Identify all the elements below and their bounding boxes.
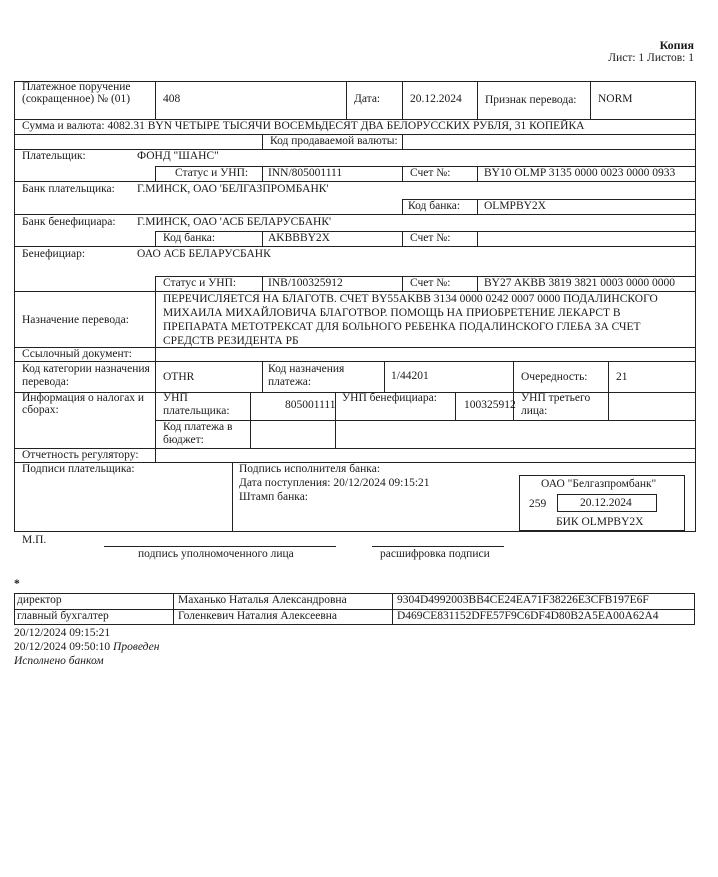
sold-currency-label: Код продаваемой валюты: [270,135,398,147]
payer-account: BY10 OLMP 3135 0000 0023 0000 0933 [484,167,676,179]
divider [155,231,156,246]
signer-hash: 9304D4992003BB4CE24EA71F38226E3CFB197E6F [397,594,649,606]
benef-unp-label: УНП бенефициара: [342,392,437,404]
signature-line [104,546,336,547]
category-code-label: Код категории назначения перевода: [22,363,150,388]
beneficiary-account: BY27 AKBB 3819 3821 0003 0000 0000 [484,277,676,289]
beneficiary-account-label: Счет №: [410,277,451,289]
log-line: 20/12/2024 09:15:21 [14,627,111,639]
divider [402,231,403,246]
payer-unp: 805001111 [285,399,336,411]
order-number: 408 [163,93,181,105]
priority: 21 [616,371,628,383]
divider [262,276,263,291]
stamp-bik: БИК OLMPBY2X [556,516,644,528]
reporting-label: Отчетность регулятору: [22,449,139,461]
beneficiary-status-unp: INB/100325912 [268,277,343,289]
ref-doc-label: Ссылочный документ: [22,348,132,360]
sig-decode-label: расшифровка подписи [380,548,490,560]
benef-unp: 100325912 [464,399,516,411]
divider [262,134,263,149]
log-status: Проведен [113,641,160,653]
signer-role: главный бухгалтер [17,610,109,622]
divider [392,593,393,625]
divider [477,166,478,181]
asterisk: * [14,578,20,590]
beneficiary-bank-label: Банк бенефициара: [22,216,116,228]
beneficiary-bank-code-label: Код банка: [163,232,216,244]
divider [155,361,156,392]
signer-role: директор [17,594,62,606]
payer-bank-label: Банк плательщика: [22,183,115,195]
bank-sig-label: Подпись исполнителя банка: [239,463,381,475]
divider [477,276,478,291]
date-label: Дата: [354,93,381,105]
transfer-sign: NORM [598,93,633,105]
beneficiary-name: ОАО АСБ БЕЛАРУСБАНК [137,248,271,260]
signer-hash: D469CE831152DFE57F9C6DF4D80B2A5EA00A62A4 [397,610,659,622]
beneficiary-bank: Г.МИНСК, ОАО 'АСБ БЕЛАРУСБАНК' [137,216,332,228]
order-date: 20.12.2024 [410,93,462,105]
divider [477,199,478,214]
divider [14,246,696,247]
copy-label: Копия [659,38,694,52]
bank-stamp-label: Штамп банка: [239,491,308,503]
divider [232,462,233,532]
payer-status-unp: INN/805001111 [268,167,343,179]
divider [155,291,156,347]
divider [155,276,156,291]
priority-label: Очередность: [521,371,588,383]
purpose-line: ПЕРЕЧИСЛЯЕТСЯ НА БЛАГОТВ. СЧЕТ BY55AKBB 3134 0000 0242 0007 0000 ПОДАЛИНСКОГО [163,293,658,305]
payer-unp-label: УНП плательщика: [163,392,230,417]
tax-info-label: Информация о налогах и сборах: [22,392,145,416]
divider [14,181,696,182]
beneficiary-status-unp-label: Статус и УНП: [163,277,237,289]
divider [477,81,478,119]
purpose-line: ПРЕПАРАТА МЕТОТРЕКСАТ ДЛЯ БОЛЬНОГО РЕБЕНКА ПОДАЛИНСКОГО ГЛЕБА ЗА СЧЕТ [163,321,641,333]
transfer-sign-label: Признак перевода: [485,94,577,106]
budget-code-label: Код платежа в бюджет: [163,421,233,446]
purpose-code-label: Код назначения платежа: [268,363,345,388]
signer-name: Маханько Наталья Александровна [178,594,347,606]
received-line: Дата поступления: 20/12/2024 09:15:21 [239,477,430,489]
divider [155,81,156,119]
payer-bank-code: OLMPBY2X [484,200,546,212]
divider [14,149,696,150]
stamp-branch: 259 [529,498,547,510]
divider [402,276,403,291]
beneficiary-label: Бенефициар: [22,248,86,260]
divider [155,347,156,361]
divider [14,361,696,362]
divider [346,81,347,119]
divider [402,166,403,181]
purpose-code: 1/44201 [391,370,429,382]
payer-label: Плательщик: [22,150,86,162]
divider [590,81,591,119]
purpose-label: Назначение перевода: [22,314,129,326]
beneficiary-bank-account-label: Счет №: [410,232,451,244]
amount-line: Сумма и валюта: 4082.31 BYN ЧЕТЫРЕ ТЫСЯЧИ ВОСЕМЬДЕСЯТ ДВА БЕЛОРУССКИХ РУБЛЯ, 31 КОПЕЙКА [22,120,585,132]
purpose-line: СРЕДСТВ РЕЗИДЕНТА РБ [163,335,299,347]
divider [262,166,263,181]
executed-label: Исполнено банком [14,655,104,667]
log-line [14,641,159,653]
divider [402,134,403,149]
divider [608,361,609,392]
beneficiary-bank-code: AKBBBY2X [268,232,330,244]
payer-status-unp-label: Статус и УНП: [175,167,249,179]
third-unp-label: УНП третьего лица: [521,392,591,417]
purpose-text [163,292,658,348]
sheet-info: Лист: 1 Листов: 1 [608,52,694,64]
divider [402,199,403,214]
divider [155,448,156,462]
divider [608,392,609,420]
signature-line [372,546,504,547]
signer-name: Голенкевич Наталия Алексеевна [178,610,338,622]
payer-account-label: Счет №: [410,167,451,179]
payer-bank: Г.МИНСК, ОАО 'БЕЛГАЗПРОМБАНК' [137,183,329,195]
divider [155,166,156,181]
log-time: 20/12/2024 09:50:10 [14,641,111,653]
mp-label: М.П. [22,534,47,546]
divider [477,231,478,246]
authorized-sig-label: подпись уполномоченного лица [138,548,294,560]
divider [513,361,514,392]
stamp-bank-name: ОАО "Белгазпромбанк" [541,478,657,490]
payer-name: ФОНД "ШАНС" [137,150,219,162]
stamp-date: 20.12.2024 [580,497,632,509]
payer-signatures-label: Подписи плательщика: [22,463,135,475]
divider [262,231,263,246]
divider [455,392,456,420]
divider [173,593,174,625]
divider [14,214,696,215]
divider [262,361,263,392]
purpose-line: МИХАИЛА МИХАЙЛОВИЧА БЛАГОТВОР. ПОМОЩЬ НА ПРИОБРЕТЕНИЕ ЛЕКАРСТ В [163,307,621,319]
payer-bank-code-label: Код банка: [408,200,461,212]
divider [384,361,385,392]
order-title: Платежное поручение (сокращенное) № (01) [22,81,131,105]
divider [402,81,403,119]
category-code: OTHR [163,371,195,383]
